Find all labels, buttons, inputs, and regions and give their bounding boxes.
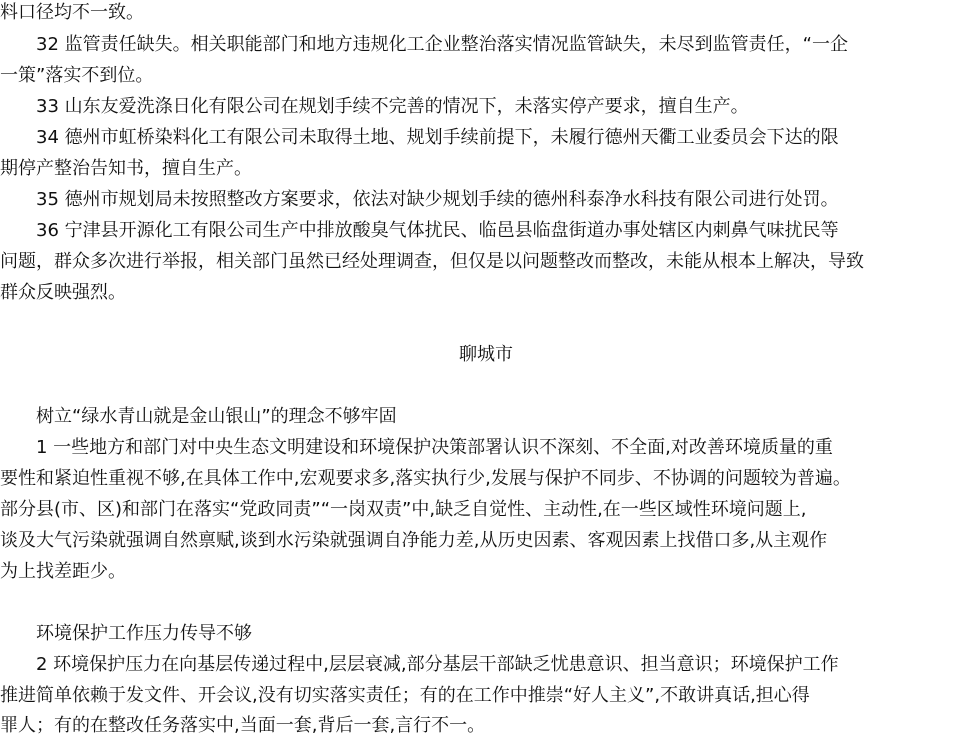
paragraph-line: 问题，群众多次进行举报，相关部门虽然已经处理调查，但仅是以问题整改而整改，未能从根本上解决，导致 [0,251,864,272]
paragraph-line: 部分县(市、区)和部门在落实“党政同责”“一岗双责”中,缺乏自觉性、主动性,在一些区域性环境问题上, [0,499,807,520]
section-heading: 环境保护工作压力传导不够 [36,623,252,644]
paragraph-line: 34 德州市虹桥染料化工有限公司未取得土地、规划手续前提下，未履行德州天衢工业委员会下达的限 [36,127,839,148]
paragraph-line: 1 一些地方和部门对中央生态文明建设和环境保护决策部署认识不深刻、不全面,对改善环境质量的重 [36,437,833,458]
paragraph-line: 33 山东友爱洗涤日化有限公司在规划手续不完善的情况下，未落实停产要求，擅自生产。 [36,96,749,117]
paragraph-line: 35 德州市规划局未按照整改方案要求，依法对缺少规划手续的德州科泰净水科技有限公司进行处罚。 [36,189,839,210]
paragraph-line: 36 宁津县开源化工有限公司生产中排放酸臭气体扰民、临邑县临盘街道办事处辖区内刺鼻气味扰民等 [36,220,839,241]
section-heading: 树立“绿水青山就是金山银山”的理念不够牢固 [36,406,397,427]
paragraph-line: 群众反映强烈。 [0,282,126,303]
paragraph-line: 罪人；有的在整改任务落实中,当面一套,背后一套,言行不一。 [0,715,486,736]
paragraph-line: 要性和紧迫性重视不够,在具体工作中,宏观要求多,落实执行少,发展与保护不同步、不协调的问题较为普遍。 [0,468,851,489]
paragraph-line: 谈及大气污染就强调自然禀赋,谈到水污染就强调自净能力差,从历史因素、客观因素上找借口多,从主观作 [0,530,828,551]
paragraph-line: 32 监管责任缺失。相关职能部门和地方违规化工企业整治落实情况监管缺失，未尽到监管责任，“一企 [36,34,848,55]
paragraph-line: 料口径均不一致。 [0,2,144,23]
paragraph-line: 2 环境保护压力在向基层传递过程中,层层衰减,部分基层干部缺乏忧患意识、担当意识；环境保护工作 [36,654,839,675]
city-heading: 聊城市 [459,344,513,365]
paragraph-line: 一策”落实不到位。 [0,65,154,86]
paragraph-line: 推进简单依赖于发文件、开会议,没有切实落实责任；有的在工作中推崇“好人主义”,不敢讲真话,担心得 [0,685,810,706]
paragraph-line: 为上找差距少。 [0,561,126,582]
paragraph-line: 期停产整治告知书，擅自生产。 [0,158,252,179]
